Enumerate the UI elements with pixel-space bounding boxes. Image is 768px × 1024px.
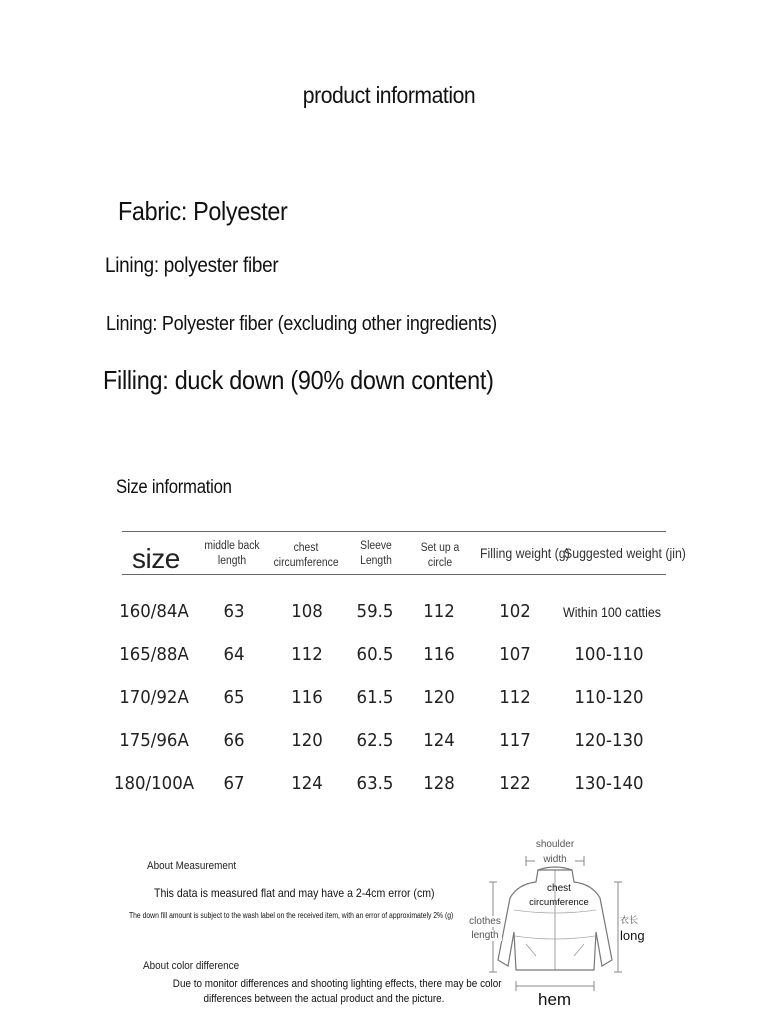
table-cell: 110-120 [574, 687, 644, 708]
table-cell: Within 100 catties [562, 605, 662, 620]
header-sleeve: Sleeve Length [360, 540, 392, 567]
table-cell: 180/100A [113, 773, 195, 794]
diagram-label-width: width [535, 854, 575, 865]
diagram-label-circumference: circumference [529, 897, 589, 908]
header-suggested-weight: Suggested weight (jin) [564, 545, 686, 561]
lining-detail-line: Lining: Polyester fiber (excluding other ingredients) [106, 313, 497, 335]
table-cell: 61.5 [356, 687, 394, 708]
table-cell: 63.5 [356, 773, 394, 794]
table-cell: 63 [223, 601, 245, 622]
table-cell: 64 [223, 644, 245, 665]
fill-note-text: The down fill amount is subject to the wash label on the received item, with an error of approximately 2% (g) [129, 911, 454, 920]
table-header-rule [122, 574, 666, 575]
table-cell: 117 [499, 730, 531, 751]
diagram-label-chest: chest [547, 883, 571, 894]
table-cell: 112 [499, 687, 531, 708]
header-back-length: middle back length [204, 540, 260, 567]
table-top-rule [122, 531, 666, 532]
diagram-label-shoulder: shoulder [535, 839, 575, 850]
fabric-line: Fabric: Polyester [118, 196, 288, 226]
table-cell: 130-140 [574, 773, 644, 794]
lining-line: Lining: polyester fiber [105, 254, 279, 277]
table-cell: 124 [423, 730, 455, 751]
table-cell: 100-110 [574, 644, 644, 665]
table-cell: 59.5 [356, 601, 394, 622]
diagram-label-length: length [468, 930, 502, 941]
measurement-heading: About Measurement [147, 860, 237, 872]
measurement-text: This data is measured flat and may have a 2-4cm error (cm) [154, 886, 435, 900]
table-cell: 67 [223, 773, 245, 794]
page-title: product information [302, 82, 476, 108]
diagram-label-hem: hem [538, 990, 572, 1009]
header-circle: Set up a circle [420, 542, 460, 569]
table-cell: 66 [223, 730, 245, 751]
table-cell: 102 [499, 601, 531, 622]
header-filling-weight: Filling weight (g) [480, 545, 570, 561]
diagram-label-cjk: 衣长 [620, 915, 639, 925]
table-cell: 170/92A [119, 687, 189, 708]
table-cell: 62.5 [356, 730, 394, 751]
header-chest: chest circumference [273, 542, 339, 569]
table-cell: 112 [423, 601, 455, 622]
diagram-label-long: long [620, 928, 645, 943]
color-text-1: Due to monitor differences and shooting lighting effects, there may be color [172, 978, 502, 990]
table-cell: 120 [291, 730, 323, 751]
color-heading: About color difference [143, 960, 240, 972]
table-cell: 112 [291, 644, 323, 665]
table-cell: 116 [291, 687, 323, 708]
table-cell: 107 [499, 644, 531, 665]
table-cell: 165/88A [119, 644, 189, 665]
header-size: size [132, 543, 180, 574]
diagram-label-clothes: clothes [469, 916, 501, 927]
color-text-2: differences between the actual product and the picture. [203, 993, 445, 1005]
table-cell: 120 [423, 687, 455, 708]
table-cell: 160/84A [119, 601, 189, 622]
size-info-heading: Size information [116, 477, 232, 498]
table-cell: 116 [423, 644, 455, 665]
table-cell: 124 [291, 773, 323, 794]
table-cell: 175/96A [119, 730, 189, 751]
table-cell: 108 [291, 601, 323, 622]
table-cell: 128 [423, 773, 455, 794]
table-cell: 120-130 [574, 730, 644, 751]
table-cell: 122 [499, 773, 531, 794]
table-cell: 60.5 [356, 644, 394, 665]
table-cell: 65 [223, 687, 245, 708]
filling-line: Filling: duck down (90% down content) [103, 365, 494, 395]
